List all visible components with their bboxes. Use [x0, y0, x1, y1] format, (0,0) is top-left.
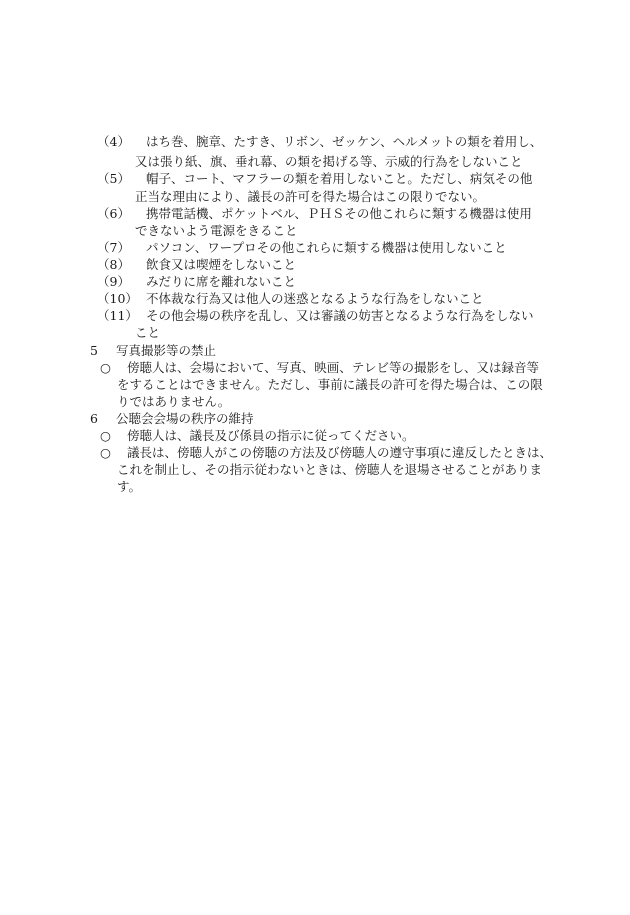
section-5-bullet-1-mark: ○ [100, 360, 111, 375]
item-4-text-line-1: はち巻、腕章、たすき、リボン、ゼッケン、ヘルメットの類を着用し、 [146, 134, 543, 149]
section-6-bullet-2-mark: ○ [100, 445, 111, 460]
section-6-bullet-1-mark: ○ [100, 428, 111, 443]
item-9-number: （9） [97, 274, 130, 289]
section-6-bullet-2-line-2: これを制止し、その指示従わないときは、傍聴人を退場させることがありま [117, 462, 543, 477]
item-5-number: （5） [97, 171, 130, 186]
section-5-title: 写真撮影等の禁止 [116, 343, 217, 358]
item-6-text-line-2: できないよう電源をきること [135, 223, 298, 238]
item-11-text-line-2: こと [135, 325, 161, 340]
item-10-number: （10） [97, 291, 138, 306]
item-5-text-line-2: 正当な理由により、議長の許可を得た場合はこの限りでない。 [135, 189, 486, 204]
section-6-bullet-1-line-1: 傍聴人は、議長及び係員の指示に従ってください。 [127, 428, 415, 443]
item-5-text-line-1: 帽子、コート、マフラーの類を着用しないこと。ただし、病気その他 [146, 171, 533, 186]
item-8-number: （8） [97, 257, 130, 272]
section-5-bullet-1-line-2: をすることはできません。ただし、事前に議長の許可を得た場合は、この限 [117, 377, 543, 392]
section-5-bullet-1-line-1: 傍聴人は、会場において、写真、映画、テレビ等の撮影をし、又は録音等 [127, 360, 540, 375]
item-10-text-line-1: 不体裁な行為又は他人の迷惑となるような行為をしないこと [146, 291, 484, 306]
section-5-bullet-1-line-3: りではありません。 [117, 394, 231, 409]
item-6-text-line-1: 携帯電話機、ポケットベル、ＰＨＳその他これらに類する機器は使用 [146, 206, 532, 221]
section-5-number: 5 [90, 343, 98, 358]
section-6-bullet-2-line-1: 議長は、傍聴人がこの傍聴の方法及び傍聴人の遵守事項に違反したときは、 [127, 445, 553, 460]
item-7-number: （7） [97, 240, 130, 255]
item-11-number: （11） [97, 308, 138, 323]
item-4-text-line-2: 又は張り紙、旗、垂れ幕、の類を掲げる等、示威的行為をしないこと [135, 154, 523, 169]
item-7-text-line-1: パソコン、ワープロその他これらに類する機器は使用しないこと [146, 240, 507, 255]
section-6-bullet-2-line-3: す。 [117, 479, 142, 494]
item-8-text-line-1: 飲食又は喫煙をしないこと [146, 257, 297, 272]
item-11-text-line-1: その他会場の秩序を乱し、又は審議の妨害となるような行為をしない [146, 308, 534, 323]
item-6-number: （6） [97, 206, 130, 221]
item-9-text-line-1: みだりに席を離れないこと [146, 274, 297, 289]
section-6-number: 6 [90, 411, 98, 426]
section-6-title: 公聴会会場の秩序の維持 [116, 411, 254, 426]
item-4-number: （4） [97, 134, 130, 149]
